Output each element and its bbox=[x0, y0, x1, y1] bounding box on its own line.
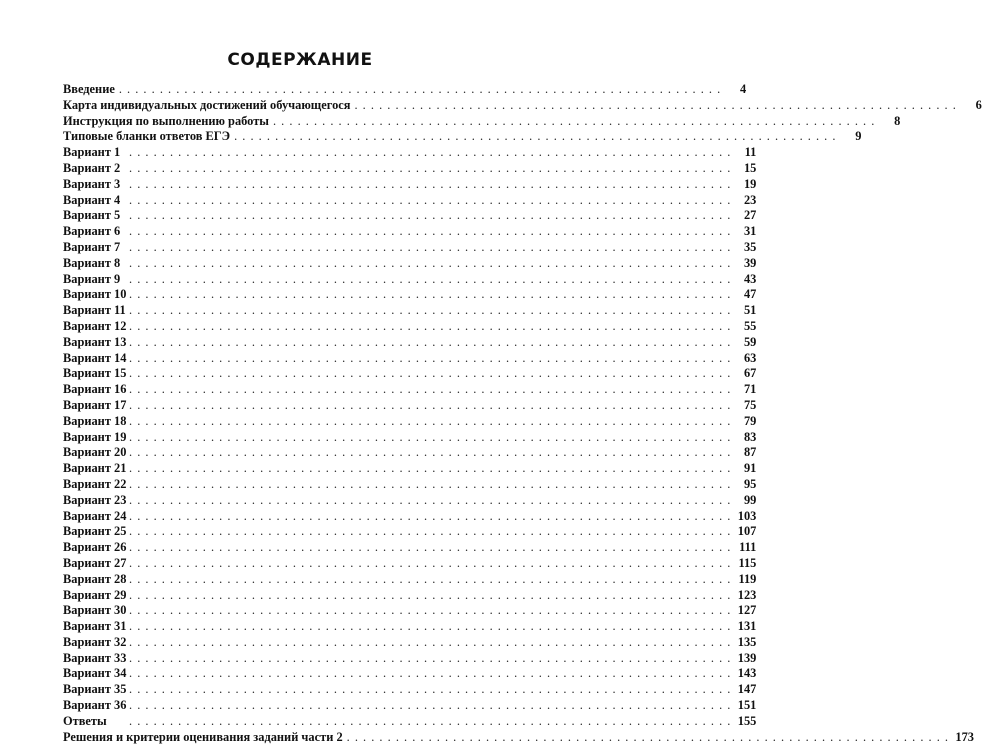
dot-leader: . . . . . . . . . . . . . . . . . . . . . . . . . . . . . . . . . . . . . . . . . . . . . . . . . . . . . . . . . . . . . . . . . . . . . . . . . . bbox=[129, 224, 732, 239]
toc-entry-page-number: 131 bbox=[737, 619, 757, 634]
toc-entry bbox=[63, 176, 757, 193]
toc-entry bbox=[63, 682, 757, 698]
toc-entry-label: Вариант 9 bbox=[63, 271, 121, 286]
toc-entry bbox=[63, 603, 757, 619]
dot-leader: . . . . . . . . . . . . . . . . . . . . . . . . . . . . . . . . . . . . . . . . . . . . . . . . . . . . . . . . . . . . . . . . . . . . . . . . . . bbox=[129, 176, 732, 191]
dot-leader: . . . . . . . . . . . . . . . . . . . . . . . . . . . . . . . . . . . . . . . . . . . . . . . . . . . . . . . . . . . . . . . . . . . . . . . . . . bbox=[129, 445, 732, 460]
toc-entry bbox=[63, 208, 757, 224]
toc-entry bbox=[63, 713, 757, 730]
toc-entry bbox=[63, 492, 757, 509]
toc-entry-page-number: 155 bbox=[737, 713, 757, 728]
toc-entry bbox=[63, 429, 757, 446]
dot-leader: . . . . . . . . . . . . . . . . . . . . . . . . . . . . . . . . . . . . . . . . . . . . . . . . . . . . . . . . . . . . . . . . . . . . . . . . . . bbox=[129, 271, 732, 286]
dot-leader: . . . . . . . . . . . . . . . . . . . . . . . . . . . . . . . . . . . . . . . . . . . . . . . . . . . . . . . . . . . . . . . . . . . . . . . . . . bbox=[129, 650, 732, 665]
dot-leader: . . . . . . . . . . . . . . . . . . . . . . . . . . . . . . . . . . . . . . . . . . . . . . . . . . . . . . . . . . . . . . . . . . . . . . . . . . bbox=[129, 682, 732, 697]
dot-leader: . . . . . . . . . . . . . . . . . . . . . . . . . . . . . . . . . . . . . . . . . . . . . . . . . . . . . . . . . . . . . . . . . . . . . . . . . . bbox=[129, 208, 732, 223]
toc-entry-label: Решения и критерии оценивания заданий части 2 bbox=[63, 729, 343, 744]
toc-entry-page-number: 71 bbox=[743, 382, 757, 397]
dot-leader: . . . . . . . . . . . . . . . . . . . . . . . . . . . . . . . . . . . . . . . . . . . . . . . . . . . . . . . . . . . . . . . . . . . . . . . . . . bbox=[129, 619, 732, 634]
toc-entry-label: Вариант 3 bbox=[63, 176, 121, 191]
toc-entry-label: Вариант 35 bbox=[63, 682, 127, 697]
toc-entry-page-number: 15 bbox=[743, 160, 757, 175]
toc-entry-page-number: 19 bbox=[743, 176, 757, 191]
toc-entry bbox=[63, 508, 757, 525]
toc-entry bbox=[63, 318, 757, 335]
toc-entry-page-number: 63 bbox=[743, 350, 757, 365]
toc-entry-page-number: 139 bbox=[737, 650, 757, 665]
dot-leader: . . . . . . . . . . . . . . . . . . . . . . . . . . . . . . . . . . . . . . . . . . . . . . . . . . . . . . . . . . . . . . . . . . . . . . . . . . bbox=[129, 555, 732, 570]
toc-entry-label: Вариант 7 bbox=[63, 239, 121, 254]
toc-entry bbox=[63, 366, 757, 382]
toc-entry bbox=[63, 271, 757, 288]
toc-entry bbox=[63, 303, 757, 319]
toc-entry-page-number: 6 bbox=[975, 97, 982, 112]
toc-entry-page-number: 27 bbox=[743, 208, 757, 223]
toc-entry-page-number: 59 bbox=[743, 334, 757, 349]
toc-entry-label: Вариант 24 bbox=[63, 508, 127, 523]
toc-entry-label: Вариант 27 bbox=[63, 555, 127, 570]
dot-leader: . . . . . . . . . . . . . . . . . . . . . . . . . . . . . . . . . . . . . . . . . . . . . . . . . . . . . . . . . . . . . . . . . . . . . . . . . . bbox=[129, 587, 732, 602]
dot-leader: . . . . . . . . . . . . . . . . . . . . . . . . . . . . . . . . . . . . . . . . . . . . . . . . . . . . . . . . . . . . . . . . . . . . . . . . . . bbox=[129, 366, 732, 381]
toc-entry bbox=[63, 540, 757, 556]
toc-entry-label: Вариант 11 bbox=[63, 303, 126, 318]
toc-entry-label: Вариант 28 bbox=[63, 571, 127, 586]
toc-entry-page-number: 39 bbox=[743, 255, 757, 270]
dot-leader: . . . . . . . . . . . . . . . . . . . . . . . . . . . . . . . . . . . . . . . . . . . . . . . . . . . . . . . . . . . . . . . . . . . . . . . . . . bbox=[129, 145, 732, 160]
toc-entry-page-number: 55 bbox=[743, 318, 757, 333]
toc-entry bbox=[63, 334, 757, 351]
toc-entry-page-number: 119 bbox=[738, 571, 757, 586]
toc-entry-page-number: 91 bbox=[743, 461, 757, 476]
toc-entry-page-number: 115 bbox=[738, 555, 757, 570]
dot-leader: . . . . . . . . . . . . . . . . . . . . . . . . . . . . . . . . . . . . . . . . . . . . . . . . . . . . . . . . . . . . . . . . . . . . . . . . . . bbox=[129, 255, 732, 270]
toc-entry bbox=[63, 129, 862, 145]
toc-entry bbox=[63, 461, 757, 477]
toc-entry-label: Введение bbox=[63, 82, 115, 96]
toc-entry-page-number: 111 bbox=[739, 540, 757, 555]
toc-entry-page-number: 87 bbox=[743, 445, 757, 460]
dot-leader: . . . . . . . . . . . . . . . . . . . . . . . . . . . . . . . . . . . . . . . . . . . . . . . . . . . . . . . . . . . . . . . . . . . . . . . . . . bbox=[129, 666, 732, 681]
toc-entry-label: Вариант 32 bbox=[63, 634, 127, 649]
toc-entry-label: Вариант 2 bbox=[63, 160, 121, 175]
dot-leader: . . . . . . . . . . . . . . . . . . . . . . . . . . . . . . . . . . . . . . . . . . . . . . . . . . . . . . . . . . . . . . . . . . . . . . . . . . bbox=[118, 82, 722, 96]
toc-entry bbox=[63, 287, 757, 303]
toc-entry-page-number: 11 bbox=[744, 145, 757, 160]
toc-entry-label: Вариант 30 bbox=[63, 603, 127, 618]
dot-leader: . . . . . . . . . . . . . . . . . . . . . . . . . . . . . . . . . . . . . . . . . . . . . . . . . . . . . . . . . . . . . . . . . . . . . . . . . . bbox=[129, 603, 732, 618]
dot-leader: . . . . . . . . . . . . . . . . . . . . . . . . . . . . . . . . . . . . . . . . . . . . . . . . . . . . . . . . . . . . . . . . . . . . . . . . . . bbox=[129, 461, 732, 476]
toc-entry-label: Вариант 6 bbox=[63, 224, 121, 239]
toc-entry bbox=[63, 160, 757, 177]
toc-entry-label: Вариант 8 bbox=[63, 255, 121, 270]
toc-entry-label: Вариант 26 bbox=[63, 540, 127, 555]
toc-entry-label: Вариант 34 bbox=[63, 666, 127, 681]
toc-entry bbox=[63, 239, 757, 256]
toc-entry-page-number: 67 bbox=[743, 366, 757, 381]
dot-leader: . . . . . . . . . . . . . . . . . . . . . . . . . . . . . . . . . . . . . . . . . . . . . . . . . . . . . . . . . . . . . . . . . . . . . . . . . . bbox=[129, 318, 732, 333]
toc-entry-page-number: 8 bbox=[894, 113, 901, 128]
toc-entry-label: Вариант 19 bbox=[63, 429, 127, 444]
dot-leader: . . . . . . . . . . . . . . . . . . . . . . . . . . . . . . . . . . . . . . . . . . . . . . . . . . . . . . . . . . . . . . . . . . . . . . . . . . bbox=[129, 382, 732, 397]
toc-entry bbox=[63, 82, 747, 98]
toc-entry bbox=[63, 476, 757, 493]
toc-entry-page-number: 83 bbox=[743, 429, 757, 444]
toc-entry-label: Вариант 25 bbox=[63, 524, 127, 539]
toc-entry bbox=[63, 729, 974, 746]
dot-leader: . . . . . . . . . . . . . . . . . . . . . . . . . . . . . . . . . . . . . . . . . . . . . . . . . . . . . . . . . . . . . . . . . . . . . . . . . . bbox=[129, 698, 732, 713]
page-title: СОДЕРЖАНИЕ bbox=[227, 50, 373, 70]
toc-entry bbox=[63, 634, 757, 651]
toc-entry-label: Карта индивидуальных достижений обучающегося bbox=[63, 97, 351, 112]
toc-entry bbox=[63, 587, 757, 604]
dot-leader: . . . . . . . . . . . . . . . . . . . . . . . . . . . . . . . . . . . . . . . . . . . . . . . . . . . . . . . . . . . . . . . . . . . . . . . . . . bbox=[129, 160, 732, 175]
toc-entry-label: Типовые бланки ответов ЕГЭ bbox=[63, 129, 231, 144]
toc-entry bbox=[63, 555, 757, 572]
toc-entry bbox=[63, 97, 982, 114]
toc-entry-label: Вариант 31 bbox=[63, 619, 127, 634]
toc-entry-label: Вариант 5 bbox=[63, 208, 121, 223]
toc-entry bbox=[63, 571, 757, 588]
table-of-contents bbox=[63, 82, 982, 745]
toc-entry-label: Вариант 23 bbox=[63, 492, 127, 507]
toc-entry-page-number: 173 bbox=[955, 729, 974, 744]
dot-leader: . . . . . . . . . . . . . . . . . . . . . . . . . . . . . . . . . . . . . . . . . . . . . . . . . . . . . . . . . . . . . . . . . . . . . . . . . . bbox=[129, 303, 732, 318]
toc-entry-label: Вариант 1 bbox=[63, 145, 121, 160]
toc-entry-page-number: 99 bbox=[743, 492, 757, 507]
toc-entry-label: Вариант 13 bbox=[63, 334, 127, 349]
dot-leader: . . . . . . . . . . . . . . . . . . . . . . . . . . . . . . . . . . . . . . . . . . . . . . . . . . . . . . . . . . . . . . . . . . . . . . . . . . bbox=[354, 97, 957, 112]
toc-entry-label: Вариант 36 bbox=[63, 698, 127, 713]
toc-entry-label: Вариант 14 bbox=[63, 350, 127, 365]
toc-entry-page-number: 143 bbox=[737, 666, 757, 681]
toc-entry bbox=[63, 382, 757, 398]
toc-entry-label: Вариант 21 bbox=[63, 461, 127, 476]
dot-leader: . . . . . . . . . . . . . . . . . . . . . . . . . . . . . . . . . . . . . . . . . . . . . . . . . . . . . . . . . . . . . . . . . . . . . . . . . . bbox=[129, 571, 732, 586]
toc-entry bbox=[63, 145, 757, 161]
toc-entry-page-number: 151 bbox=[737, 698, 757, 713]
toc-entry-page-number: 123 bbox=[737, 587, 757, 602]
dot-leader: . . . . . . . . . . . . . . . . . . . . . . . . . . . . . . . . . . . . . . . . . . . . . . . . . . . . . . . . . . . . . . . . . . . . . . . . . . bbox=[129, 350, 732, 365]
toc-entry-label: Вариант 4 bbox=[63, 192, 121, 207]
toc-entry bbox=[63, 445, 757, 461]
toc-entry bbox=[63, 224, 757, 240]
toc-entry-page-number: 35 bbox=[743, 239, 757, 254]
toc-entry-label: Вариант 18 bbox=[63, 413, 127, 428]
dot-leader: . . . . . . . . . . . . . . . . . . . . . . . . . . . . . . . . . . . . . . . . . . . . . . . . . . . . . . . . . . . . . . . . . . . . . . . . . . bbox=[129, 429, 732, 444]
toc-entry-label: Инструкция по выполнению работы bbox=[63, 113, 269, 128]
toc-entry bbox=[63, 192, 757, 209]
dot-leader: . . . . . . . . . . . . . . . . . . . . . . . . . . . . . . . . . . . . . . . . . . . . . . . . . . . . . . . . . . . . . . . . . . . . . . . . . . bbox=[129, 524, 732, 539]
toc-entry-page-number: 9 bbox=[855, 129, 862, 144]
toc-entry-label: Ответы bbox=[63, 713, 107, 728]
toc-entry-label: Вариант 12 bbox=[63, 318, 127, 333]
dot-leader: . . . . . . . . . . . . . . . . . . . . . . . . . . . . . . . . . . . . . . . . . . . . . . . . . . . . . . . . . . . . . . . . . . . . . . . . . . bbox=[129, 476, 732, 491]
dot-leader: . . . . . . . . . . . . . . . . . . . . . . . . . . . . . . . . . . . . . . . . . . . . . . . . . . . . . . . . . . . . . . . . . . . . . . . . . . bbox=[129, 508, 732, 523]
toc-entry-label: Вариант 29 bbox=[63, 587, 127, 602]
toc-entry-page-number: 43 bbox=[743, 271, 757, 286]
toc-entry-page-number: 75 bbox=[743, 397, 757, 412]
dot-leader: . . . . . . . . . . . . . . . . . . . . . . . . . . . . . . . . . . . . . . . . . . . . . . . . . . . . . . . . . . . . . . . . . . . . . . . . . . bbox=[129, 192, 732, 207]
dot-leader: . . . . . . . . . . . . . . . . . . . . . . . . . . . . . . . . . . . . . . . . . . . . . . . . . . . . . . . . . . . . . . . . . . . . . . . . . . bbox=[129, 713, 732, 728]
dot-leader: . . . . . . . . . . . . . . . . . . . . . . . . . . . . . . . . . . . . . . . . . . . . . . . . . . . . . . . . . . . . . . . . . . . . . . . . . . bbox=[346, 729, 949, 744]
dot-leader: . . . . . . . . . . . . . . . . . . . . . . . . . . . . . . . . . . . . . . . . . . . . . . . . . . . . . . . . . . . . . . . . . . . . . . . . . . bbox=[129, 492, 732, 507]
toc-entry-label: Вариант 15 bbox=[63, 366, 127, 381]
toc-entry bbox=[63, 255, 757, 272]
toc-entry bbox=[63, 650, 757, 667]
toc-entry-page-number: 31 bbox=[743, 224, 757, 239]
toc-entry bbox=[63, 413, 757, 430]
toc-entry-page-number: 127 bbox=[737, 603, 757, 618]
toc-entry-page-number: 23 bbox=[743, 192, 757, 207]
toc-entry-page-number: 51 bbox=[743, 303, 757, 318]
toc-entry-label: Вариант 20 bbox=[63, 445, 127, 460]
dot-leader: . . . . . . . . . . . . . . . . . . . . . . . . . . . . . . . . . . . . . . . . . . . . . . . . . . . . . . . . . . . . . . . . . . . . . . . . . . bbox=[129, 334, 732, 349]
dot-leader: . . . . . . . . . . . . . . . . . . . . . . . . . . . . . . . . . . . . . . . . . . . . . . . . . . . . . . . . . . . . . . . . . . . . . . . . . . bbox=[129, 239, 732, 254]
toc-entry-page-number: 4 bbox=[740, 82, 747, 96]
dot-leader: . . . . . . . . . . . . . . . . . . . . . . . . . . . . . . . . . . . . . . . . . . . . . . . . . . . . . . . . . . . . . . . . . . . . . . . . . . bbox=[272, 113, 876, 128]
toc-entry-page-number: 147 bbox=[737, 682, 757, 697]
toc-entry-page-number: 47 bbox=[743, 287, 757, 302]
toc-entry bbox=[63, 666, 757, 682]
dot-leader: . . . . . . . . . . . . . . . . . . . . . . . . . . . . . . . . . . . . . . . . . . . . . . . . . . . . . . . . . . . . . . . . . . . . . . . . . . bbox=[129, 413, 732, 428]
toc-entry-label: Вариант 10 bbox=[63, 287, 127, 302]
toc-entry-page-number: 95 bbox=[743, 476, 757, 491]
toc-entry-label: Вариант 17 bbox=[63, 397, 127, 412]
dot-leader: . . . . . . . . . . . . . . . . . . . . . . . . . . . . . . . . . . . . . . . . . . . . . . . . . . . . . . . . . . . . . . . . . . . . . . . . . . bbox=[234, 129, 837, 144]
toc-entry-label: Вариант 16 bbox=[63, 382, 127, 397]
dot-leader: . . . . . . . . . . . . . . . . . . . . . . . . . . . . . . . . . . . . . . . . . . . . . . . . . . . . . . . . . . . . . . . . . . . . . . . . . . bbox=[129, 397, 732, 412]
toc-entry-page-number: 79 bbox=[743, 413, 757, 428]
toc-entry-label: Вариант 33 bbox=[63, 650, 127, 665]
toc-entry bbox=[63, 698, 757, 714]
dot-leader: . . . . . . . . . . . . . . . . . . . . . . . . . . . . . . . . . . . . . . . . . . . . . . . . . . . . . . . . . . . . . . . . . . . . . . . . . . bbox=[129, 634, 732, 649]
toc-entry bbox=[63, 397, 757, 414]
toc-entry-page-number: 135 bbox=[737, 634, 757, 649]
toc-entry bbox=[63, 350, 757, 367]
toc-entry-page-number: 103 bbox=[737, 508, 757, 523]
dot-leader: . . . . . . . . . . . . . . . . . . . . . . . . . . . . . . . . . . . . . . . . . . . . . . . . . . . . . . . . . . . . . . . . . . . . . . . . . . bbox=[129, 540, 732, 555]
toc-entry bbox=[63, 524, 757, 540]
toc-entry-label: Вариант 22 bbox=[63, 476, 127, 491]
toc-entry bbox=[63, 113, 901, 130]
toc-entry-page-number: 107 bbox=[737, 524, 757, 539]
dot-leader: . . . . . . . . . . . . . . . . . . . . . . . . . . . . . . . . . . . . . . . . . . . . . . . . . . . . . . . . . . . . . . . . . . . . . . . . . . bbox=[129, 287, 732, 302]
toc-entry bbox=[63, 619, 757, 635]
